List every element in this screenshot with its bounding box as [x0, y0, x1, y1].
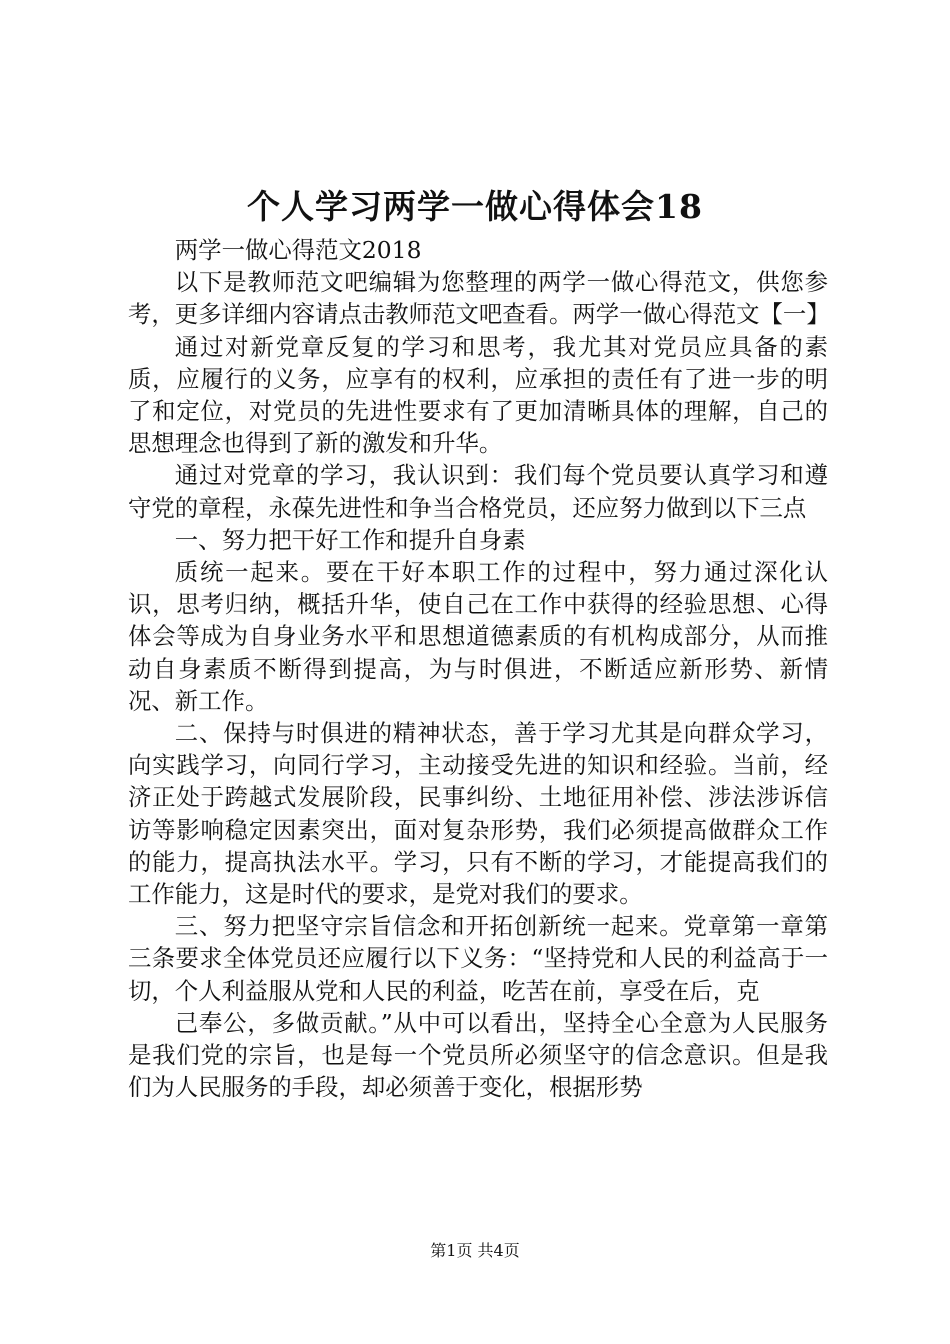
document-body [128, 234, 828, 1103]
paragraph-9: 己奉公，多做贡献。”从中可以看出，坚持全心全意为人民服务是我们党的宗旨，也是每一个党员所必须坚守的信念意识。但是我们为人民服务的手段，却必须善于变化，根据形势 [128, 1008, 828, 1102]
paragraph-1: 两学一做心得范文2018 [174, 236, 422, 264]
paragraph-7: 二、保持与时俱进的精神状态，善于学习尤其是向群众学习，向实践学习，向同行学习，主动接受先进的知识和经验。当前，经济正处于跨越式发展阶段，民事纠纷、土地征用补偿、涉法涉诉信访等影响稳定因素突出，面对复杂形势，我们必须提高做群众工作的能力，提高执法水平。学习，只有不断的学习，才能提高我们的工作能力，这是时代的要求，是党对我们的要求。 [128, 719, 828, 909]
paragraph-2: 以下是教师范文吧编辑为您整理的两学一做心得范文，供您参考，更多详细内容请点击教师范文吧查看。两学一做心得范文【一】 [128, 268, 830, 329]
paragraph-6: 质统一起来。要在干好本职工作的过程中，努力通过深化认识，思考归纳，概括升华，使自己在工作中获得的经验思想、心得体会等成为自身业务水平和思想道德素质的有机构成部分，从而推动自身素质不断得到提高，为与时俱进，不断适应新形势、新情况、新工作。 [128, 558, 828, 715]
document-title: 个人学习两学一做心得体会18 [247, 187, 703, 226]
paragraph-3: 通过对新党章反复的学习和思考，我尤其对党员应具备的素质，应履行的义务，应享有的权利，应承担的责任有了进一步的明了和定位，对党员的先进性要求有了更加清晰具体的理解，自己的思想理念也得到了新的激发和升华。 [128, 332, 828, 458]
page-number-footer: 第1页 共4页 [430, 1241, 520, 1260]
paragraph-4: 通过对党章的学习，我认识到：我们每个党员要认真学习和遵守党的章程，永葆先进性和争当合格党员，还应努力做到以下三点 [128, 461, 828, 522]
paragraph-5: 一、努力把干好工作和提升自身素 [174, 525, 526, 554]
paragraph-8: 三、努力把坚守宗旨信念和开拓创新统一起来。党章第一章第三条要求全体党员还应履行以下义务：“坚持党和人民的利益高于一切，个人利益服从党和人民的利益，吃苦在前，享受在后，克 [128, 912, 828, 1005]
